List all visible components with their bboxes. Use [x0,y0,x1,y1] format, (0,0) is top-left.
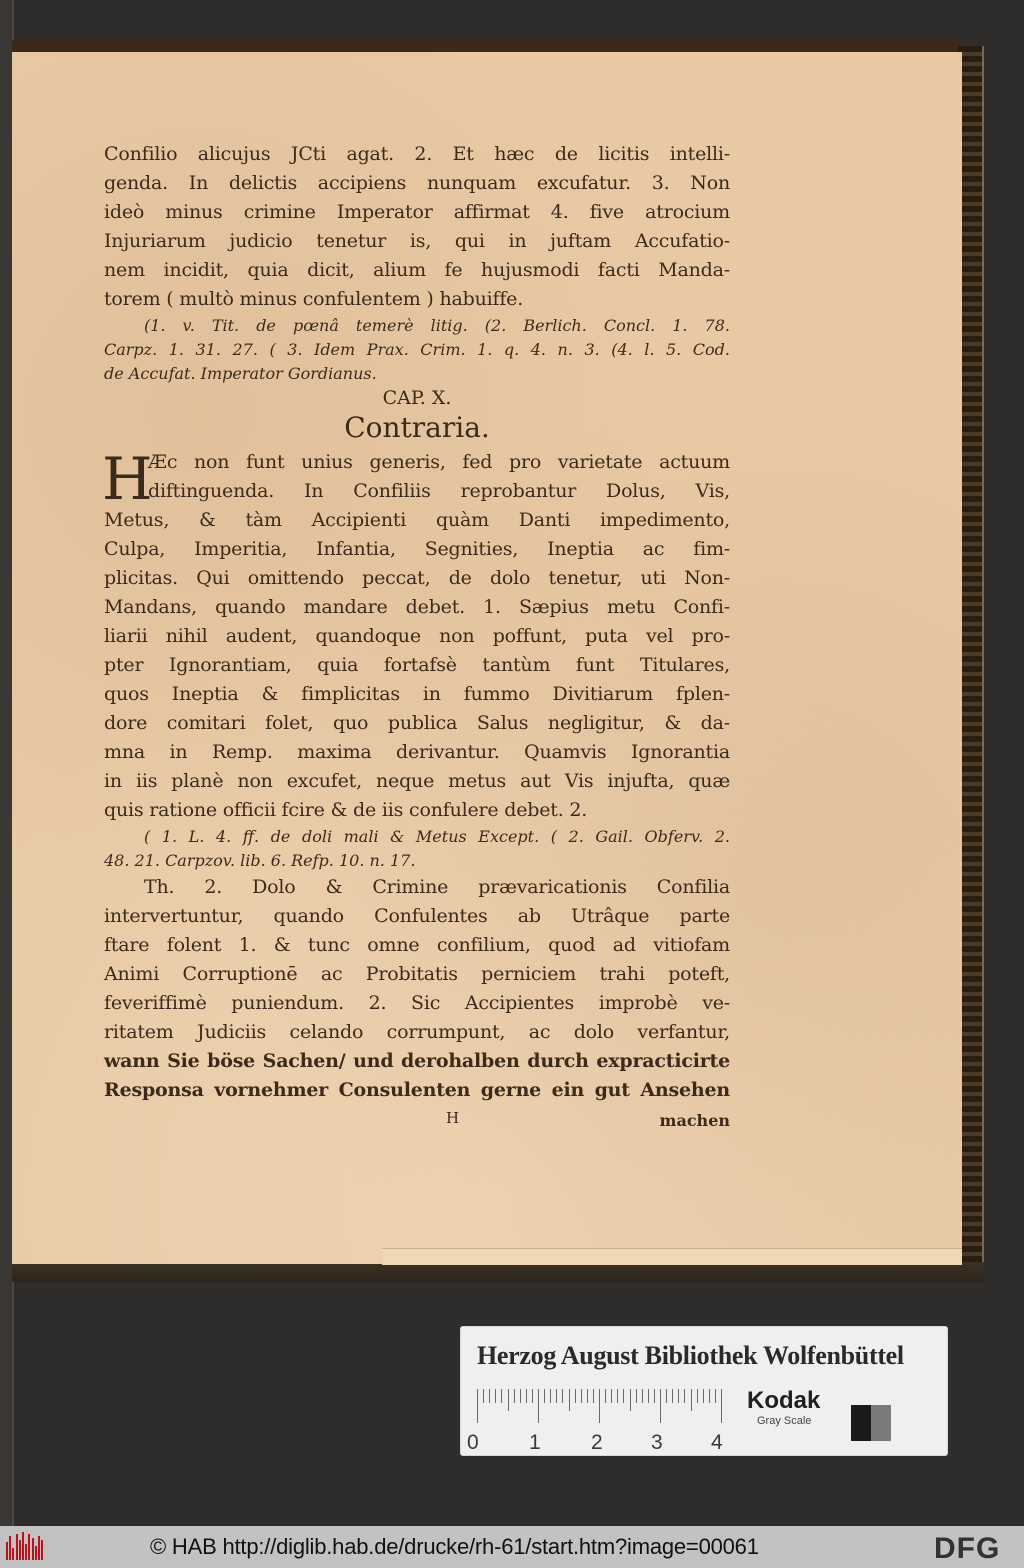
fraktur-line: Responsa vornehmer Consulenten gerne ein gut Ansehen [104,1079,730,1101]
catchword: machen [659,1111,730,1130]
hab-logo-bar [35,1546,37,1560]
book-cover-bottom [12,1262,984,1282]
ruler-tick [526,1389,527,1403]
drop-cap: H [102,445,153,513]
ruler-tick [648,1389,649,1403]
ruler-number: 2 [591,1431,603,1454]
ruler-tick [642,1389,643,1403]
text-line: mna in Remp. maxima derivantur. Quamvis Ignorantia [104,741,730,763]
text-line: feveriffimè puniendum. 2. Sic Accipientes improbè ve- [104,992,730,1014]
chapter-heading: Contraria. [344,411,490,444]
text-line: Confilio alicujus JCti agat. 2. Et hæc de licitis intelli- [104,143,730,165]
ruler-tick [709,1389,710,1403]
ruler-tick [636,1389,637,1403]
text-line: Metus, & tàm Accipienti quàm Danti impedimento, [104,509,730,531]
footnotes-1 [104,314,730,386]
library-name: Herzog August Bibliothek Wolfenbüttel [477,1341,904,1370]
text-line: dore comitari folet, quo publica Salus negligitur, & da- [104,712,730,734]
ruler-tick [593,1389,594,1403]
gray-swatch-light [891,1405,911,1441]
ruler-tick [477,1389,478,1423]
hab-logo-bar [25,1544,27,1560]
gray-scale-label: Gray Scale [757,1415,812,1427]
text-line: pter Ignorantiam, quia fortafsè tantùm funt Titulares, [104,654,730,676]
signature-mark: H [446,1109,460,1127]
ruler-tick [550,1389,551,1403]
permalink-url[interactable]: © HAB http://diglib.hab.de/drucke/rh-61/start.htm?image=00061 [150,1534,759,1559]
paragraph-2 [104,506,730,825]
ruler-tick [556,1389,557,1403]
hab-logo-bar [12,1548,14,1560]
footnote-line: Carpz. 1. 31. 27. ( 3. Idem Prax. Crim. 1. q. 4. n. 3. (4. l. 5. Cod. [104,340,730,359]
ruler-tick [697,1389,698,1403]
ruler-tick [672,1389,673,1403]
hab-logo-bar [22,1532,24,1560]
ruler-tick [544,1389,545,1403]
ruler-number: 3 [651,1431,663,1454]
ruler-number: 4 [711,1431,723,1454]
ruler-number: 0 [467,1431,479,1454]
hab-logo-bar [32,1538,34,1560]
hab-logo-bar [9,1536,11,1560]
paragraph-2-opening [102,445,730,513]
ruler-tick [575,1389,576,1403]
hab-logo-bar [41,1540,43,1560]
text-line: Mandans, quando mandare debet. 1. Sæpius metu Confi- [104,596,730,618]
library-color-card [460,1326,948,1456]
hab-logo-icon[interactable] [6,1532,46,1562]
text-line: ritatem Judiciis celando corrumpunt, ac dolo verfantur, [104,1021,730,1043]
ruler-tick [501,1389,502,1403]
text-line: quos Ineptia & fimplicitas in fummo Divitiarum fplen- [104,683,730,705]
ruler-tick [532,1389,533,1403]
ruler-tick [495,1389,496,1403]
gray-swatch-mid [871,1405,891,1441]
text-line: Th. 2. Dolo & Crimine prævaricationis Confilia [144,876,730,898]
ruler-tick [678,1389,679,1403]
ruler-number: 1 [529,1431,541,1454]
footnotes-2 [104,825,730,873]
ruler-tick [562,1389,563,1403]
ruler-tick [666,1389,667,1403]
text-line: torem ( multò minus confulentem ) habuiffe. [104,288,524,310]
hab-logo-bar [16,1534,18,1560]
ruler-tick [599,1389,600,1423]
fraktur-line: wann Sie böse Sachen/ und derohalben durch expracticirte [104,1050,730,1072]
text-line: Culpa, Imperitia, Infantia, Segnities, Ineptia ac fim- [104,538,730,560]
page-text [104,140,730,1135]
chapter-number: CAP. X. [382,387,452,409]
hab-logo-bar [19,1540,21,1560]
ruler-tick [489,1389,490,1403]
ruler-tick [514,1389,515,1403]
ruler-tick [569,1389,570,1411]
ruler-tick [623,1389,624,1403]
footnote-line: de Accufat. Imperator Gordianus. [104,364,377,383]
ruler-tick [715,1389,716,1403]
footnote-line: ( 1. L. 4. ff. de doli mali & Metus Except. ( 2. Gail. Obferv. 2. [144,827,730,846]
text-line: ideò minus crimine Imperator affirmat 4. five atrocium [104,201,730,223]
ruler-tick [508,1389,509,1411]
ruler-tick [605,1389,606,1403]
footnote-line: (1. v. Tit. de pœnâ temerè litig. (2. Berlich. Concl. 1. 78. [144,316,730,335]
ruler-tick [660,1389,661,1423]
paragraph-3 [104,873,730,1105]
ruler-tick [611,1389,612,1403]
text-line: liarii nihil audent, quandoque non poffunt, puta vel pro- [104,625,730,647]
text-line: ftare folent 1. & tunc omne confilium, quod ad vitiofam [104,934,730,956]
ruler-tick [691,1389,692,1411]
text-line: Injuriarum judicio tenetur is, qui in juftam Accufatio- [104,230,730,252]
text-line: intervertuntur, quando Confulentes ab Utrâque parte [104,905,730,927]
text-line: in iis planè non excufet, neque metus aut Vis injufta, quæ [104,770,730,792]
paragraph-1 [104,140,730,314]
page-edge [382,1248,962,1265]
kodak-brand: Kodak [747,1387,821,1414]
text-line: Æc non funt unius generis, fed pro varietate actuum [148,451,730,473]
page-footer [104,1105,730,1135]
hab-logo-bar [28,1534,30,1560]
ruler-tick [483,1389,484,1403]
ruler-tick [721,1389,722,1423]
hab-logo-bar [38,1536,40,1560]
ruler-tick [684,1389,685,1403]
ruler-tick [581,1389,582,1403]
text-line: Animi Corruptionē ac Probitatis perniciem trahi poteft, [104,963,730,985]
ruler-tick [630,1389,631,1411]
dfg-logo[interactable]: DFG [934,1532,1001,1565]
hab-logo-bar [6,1542,8,1560]
ruler-tick [617,1389,618,1403]
ruler-tick [703,1389,704,1403]
ruler-tick [538,1389,539,1423]
text-line: nem incidit, quia dicit, alium fe hujusmodi facti Manda- [104,259,730,281]
text-line: plicitas. Qui omittendo peccat, de dolo tenetur, uti Non- [104,567,730,589]
text-line: diftinguenda. In Confiliis reprobantur Dolus, Vis, [148,480,730,502]
viewer-footer-bar [0,1526,1024,1568]
text-line: quis ratione officii fcire & de iis confulere debet. 2. [104,799,588,821]
gray-swatch-black [851,1405,871,1441]
ruler-tick [654,1389,655,1403]
scale-ruler [477,1389,727,1425]
footnote-line: 48. 21. Carpzov. lib. 6. Refp. 10. n. 17. [104,851,416,870]
text-line: genda. In delictis accipiens nunquam excufatur. 3. Non [104,172,730,194]
ruler-tick [587,1389,588,1403]
ruler-tick [520,1389,521,1403]
